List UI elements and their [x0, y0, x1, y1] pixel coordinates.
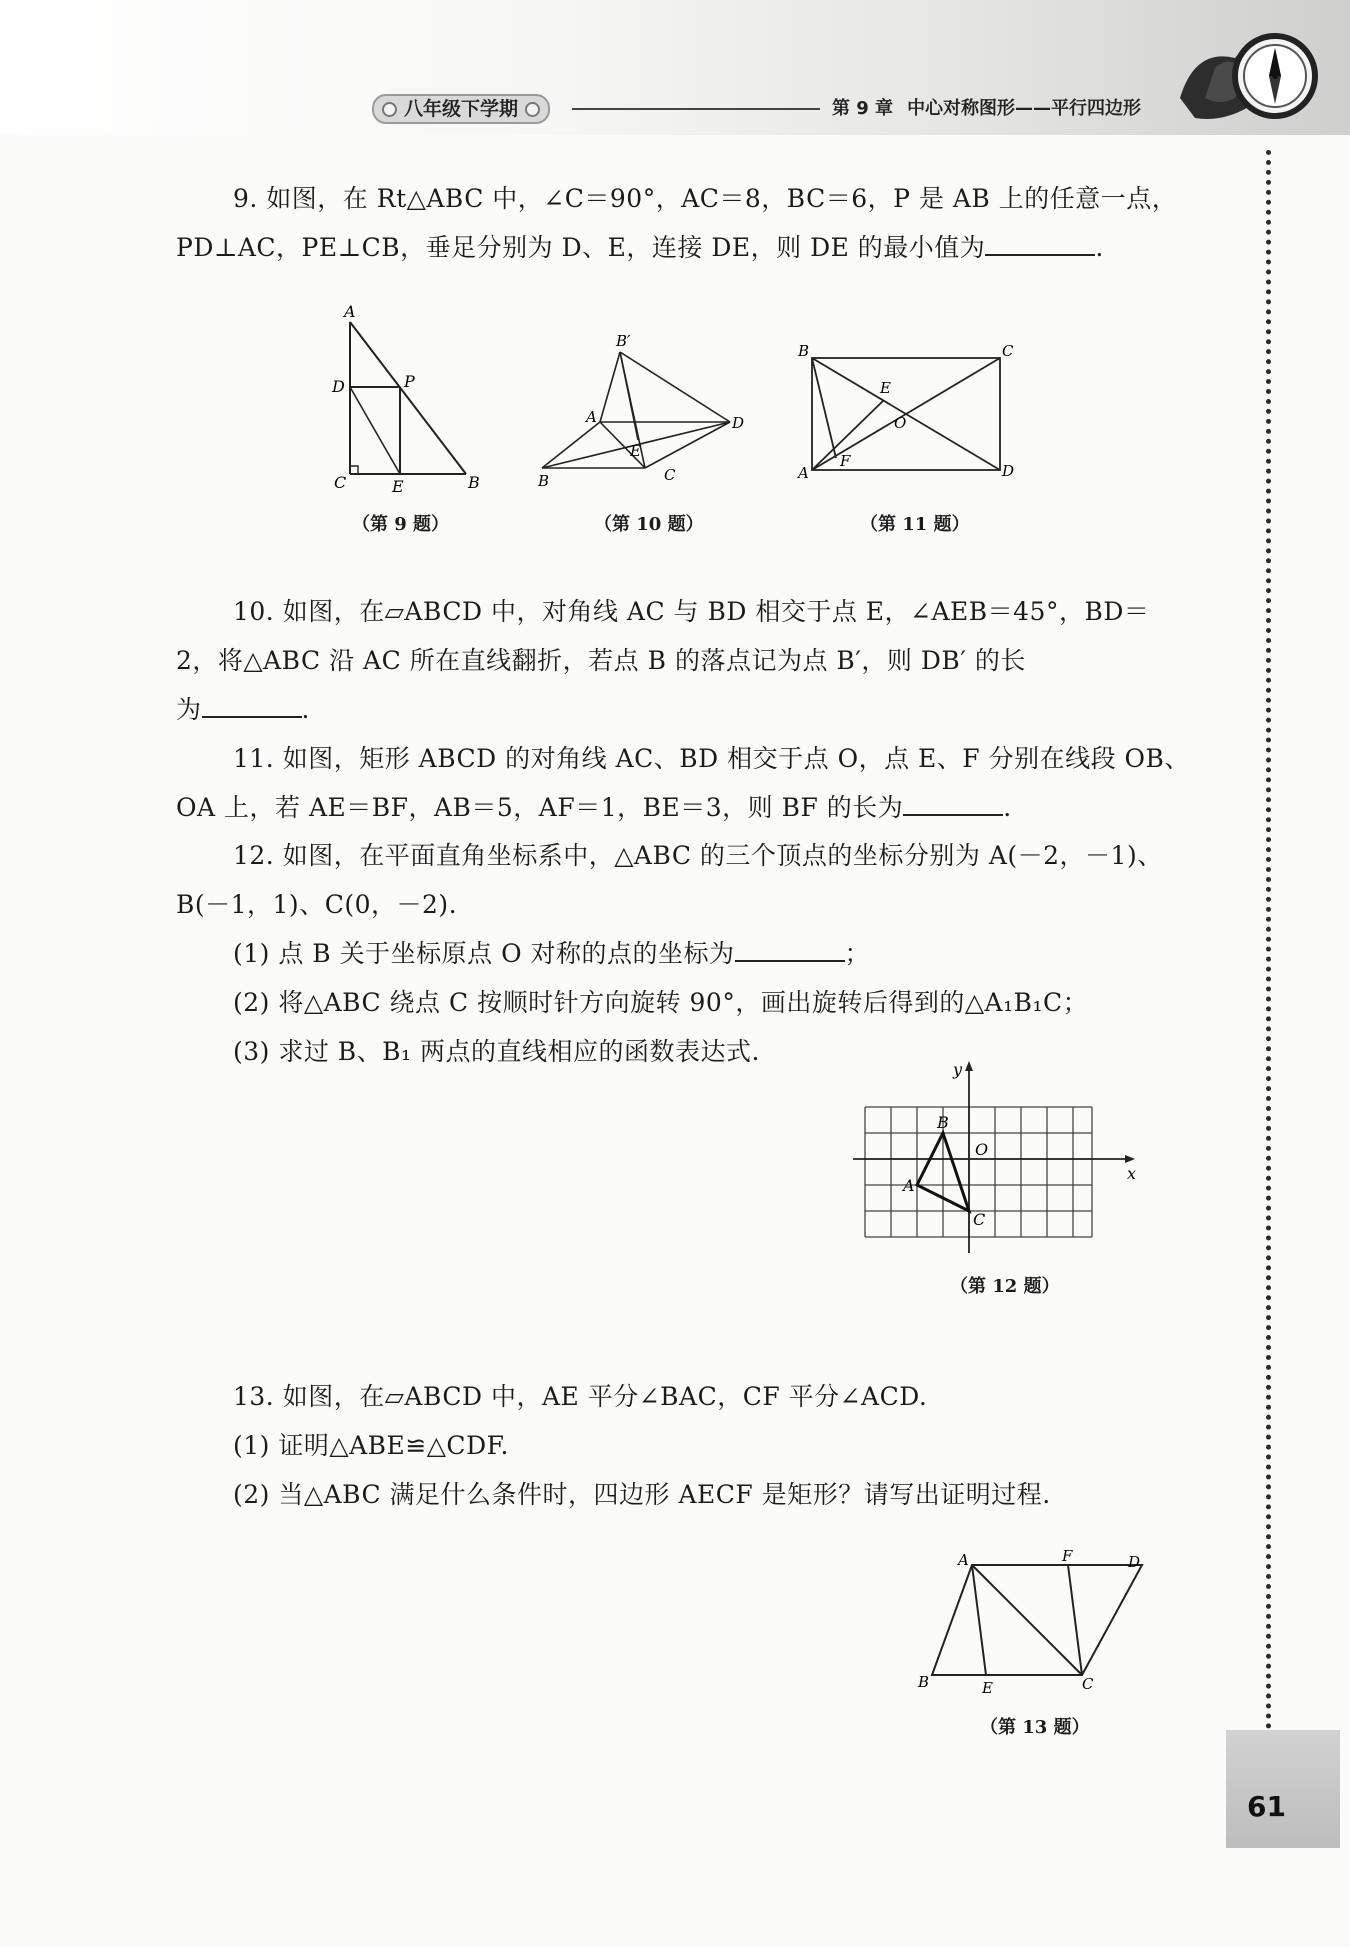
fig12-label-o: O [975, 1140, 989, 1159]
q11-line1: 11. 如图，矩形 ABCD 的对角线 AC、BD 相交于点 O，点 E、F 分别在线段 OB、 [233, 744, 1190, 773]
figure-13 [910, 1545, 1150, 1695]
q11-line2 [176, 792, 1012, 824]
fig13-line-ae [972, 1565, 986, 1675]
fig9-right-angle [350, 466, 358, 474]
page-tab [1226, 1730, 1340, 1848]
fig10-caption: （第 10 题） [594, 514, 704, 535]
q9-end: . [1095, 233, 1104, 262]
fig13-label-c: C [1082, 1675, 1094, 1693]
fig13-label-e: E [982, 1679, 993, 1695]
q12-sub1-end: ； [844, 939, 871, 968]
q12-answer-blank [735, 938, 845, 962]
q10-line3-text: 为 [176, 695, 202, 724]
fig12-caption: （第 12 题） [950, 1276, 1060, 1297]
fig10-label-b: B [538, 472, 550, 490]
fig12-label-a: A [903, 1176, 915, 1195]
fig13-label-a: A [958, 1551, 969, 1569]
q11-line2-text: OA 上，若 AE＝BF，AB＝5，AF＝1，BE＝3，则 BF 的长为 [176, 793, 904, 822]
page-number: 61 [1247, 1790, 1286, 1823]
fig11-caption: （第 11 题） [860, 514, 970, 535]
fig10-label-a: A [586, 408, 597, 426]
q13-sub1: (1) 证明△ABE≌△CDF. [233, 1431, 510, 1460]
fig11-label-f: F [840, 452, 851, 470]
q11-end: . [1003, 793, 1012, 822]
fig12-label-c: C [973, 1210, 986, 1229]
chapter-heading [832, 94, 1141, 120]
fig11-line-bf [812, 358, 836, 458]
q9-line1: 9. 如图，在 Rt△ABC 中，∠C＝90°，AC＝8，BC＝6，P 是 AB 上的任意一点， [233, 184, 1178, 213]
compass-icon [1175, 28, 1325, 138]
fig13-label-b: B [918, 1673, 930, 1691]
fig9-label-p: P [404, 372, 415, 391]
q10-end: . [301, 695, 310, 724]
q10-line2: 2，将△ABC 沿 AC 所在直线翻折，若点 B 的落点记为点 B′，则 DB′ 的长 [176, 646, 1026, 675]
fig9-caption: （第 9 题） [352, 514, 450, 535]
fig13-line-cf [1068, 1565, 1082, 1675]
fig9-line-de [350, 387, 400, 474]
q13-sub2: (2) 当△ABC 满足什么条件时，四边形 AECF 是矩形？请写出证明过程. [233, 1480, 1051, 1509]
running-header [372, 88, 1172, 128]
q10-line1: 10. 如图，在▱ABCD 中，对角线 AC 与 BD 相交于点 E，∠AEB＝45°，BD＝ [233, 597, 1150, 626]
fig9-line-ab [350, 322, 466, 474]
fig10-label-b1: B′ [616, 332, 631, 350]
q12-line2: B(－1，1)、C(0，－2). [176, 890, 458, 919]
q10-answer-blank [202, 694, 302, 718]
q11-answer-blank [903, 792, 1003, 816]
header-rule [572, 108, 820, 110]
margin-dotted-line [1266, 150, 1271, 1730]
fig10-label-d: D [732, 414, 745, 432]
fig10-label-e: E [630, 442, 641, 460]
fig10-label-c: C [664, 466, 676, 484]
chapter-number: 第 9 章 [832, 98, 894, 119]
fig9-label-e: E [392, 477, 404, 496]
q12-sub2: (2) 将△ABC 绕点 C 按顺时针方向旋转 90°，画出旋转后得到的△A₁B₁C； [233, 988, 1089, 1017]
q13-line1: 13. 如图，在▱ABCD 中，AE 平分∠BAC，CF 平分∠ACD. [233, 1382, 928, 1411]
figure-9 [320, 300, 490, 500]
fig9-label-a: A [344, 302, 356, 321]
fig9-label-d: D [332, 377, 345, 396]
fig10-line-cd [645, 422, 730, 468]
chapter-title: 中心对称图形——平行四边形 [907, 98, 1142, 119]
fig11-label-o: O [894, 414, 907, 432]
fig12-label-b: B [937, 1113, 949, 1132]
fig11-label-e: E [880, 379, 891, 397]
fig13-caption: （第 13 题） [980, 1717, 1090, 1738]
q9-line2 [176, 232, 1104, 264]
fig12-label-x: x [1127, 1164, 1137, 1183]
q9-line2-text: PD⊥AC，PE⊥CB，垂足分别为 D、E，连接 DE，则 DE 的最小值为 [176, 233, 986, 262]
q10-line3 [176, 694, 310, 726]
fig11-label-a: A [798, 464, 809, 482]
grade-label: 八年级下学期 [372, 94, 550, 124]
fig9-label-c: C [334, 473, 347, 492]
fig13-label-f: F [1062, 1547, 1073, 1565]
fig10-line-b1e [620, 352, 638, 440]
fig13-label-d: D [1128, 1553, 1141, 1571]
q12-sub3: (3) 求过 B、B₁ 两点的直线相应的函数表达式. [233, 1037, 760, 1066]
q12-sub1 [233, 938, 870, 970]
fig11-label-b: B [798, 342, 810, 360]
figure-12 [845, 1055, 1145, 1255]
fig12-label-y: y [953, 1060, 963, 1079]
fig10-line-b1d [620, 352, 730, 422]
fig11-label-d: D [1002, 462, 1015, 480]
q9-answer-blank [985, 232, 1095, 256]
fig10-line-b1a [600, 352, 620, 422]
fig9-label-b: B [468, 473, 480, 492]
figure-11 [790, 340, 1020, 485]
fig13-diag-ac [972, 1565, 1082, 1675]
fig11-label-c: C [1002, 342, 1014, 360]
fig13-parallelogram [932, 1565, 1142, 1675]
q12-sub1-text: (1) 点 B 关于坐标原点 O 对称的点的坐标为 [233, 939, 735, 968]
figure-10 [530, 330, 750, 490]
q12-line1: 12. 如图，在平面直角坐标系中，△ABC 的三个顶点的坐标分别为 A(－2，－1)、 [233, 841, 1163, 870]
